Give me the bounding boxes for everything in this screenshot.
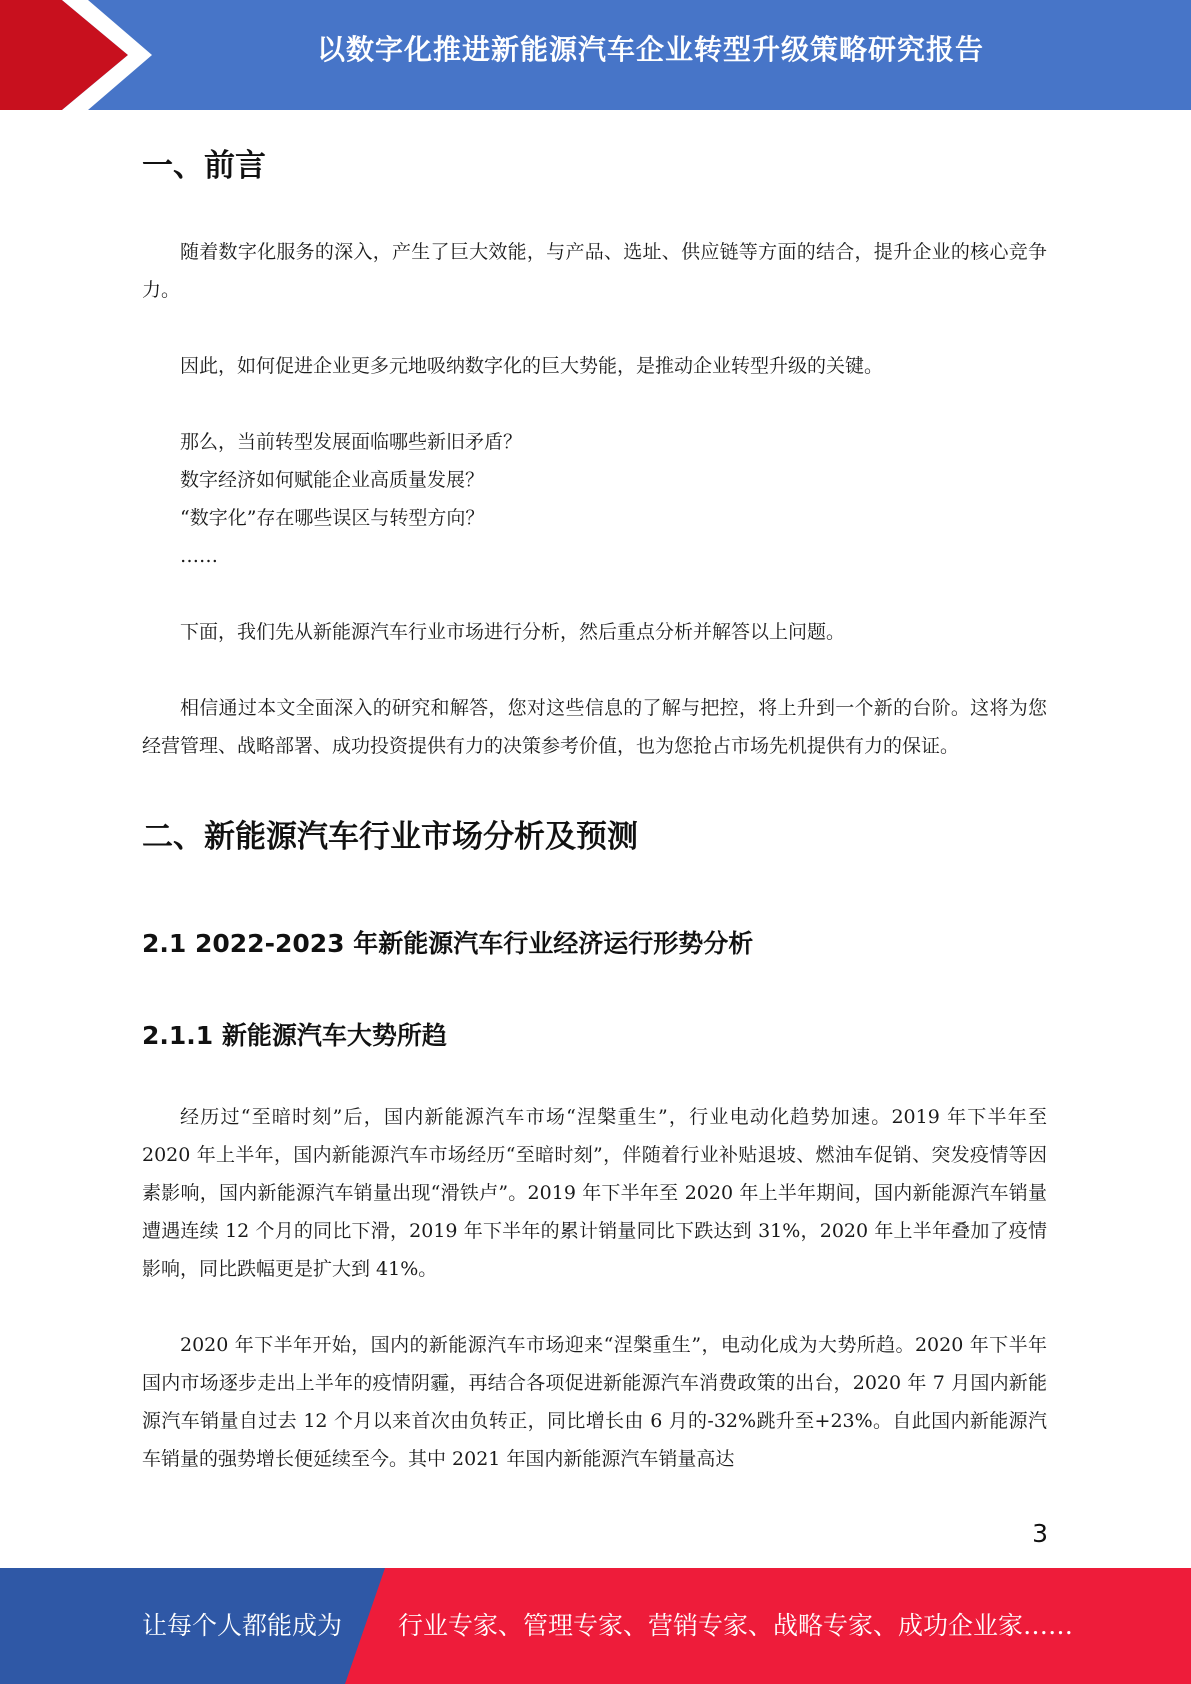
subsection-heading-2-1: 2.1 2022-2023 年新能源汽车行业经济运行形势分析	[142, 929, 754, 958]
preface-question-2: 数字经济如何赋能企业高质量发展？	[180, 469, 485, 491]
preface-paragraph-3: 下面，我们先从新能源汽车行业市场进行分析，然后重点分析并解答以上问题。	[180, 621, 846, 643]
subsection-heading-2-1-1: 2.1.1 新能源汽车大势所趋	[142, 1021, 447, 1050]
footer-slogan-right: 行业专家、管理专家、营销专家、战略专家、成功企业家……	[398, 1611, 1074, 1640]
page-header	[0, 0, 1191, 110]
preface-paragraph-4: 相信通过本文全面深入的研究和解答，您对这些信息的了解与把控，将上升到一个新的台阶。这将为您经营管理、战略部署、成功投资提供有力的决策参考价值，也为您抢占市场先机提供有力的保证。	[142, 697, 1047, 757]
section-heading-preface: 一、前言	[142, 148, 266, 184]
preface-paragraph-1: 随着数字化服务的深入，产生了巨大效能，与产品、选址、供应链等方面的结合，提升企业的核心竞争力。	[142, 241, 1047, 301]
market-paragraph-1: 经历过“至暗时刻”后，国内新能源汽车市场“涅槃重生”，行业电动化趋势加速。2019 年下半年至 2020 年上半年，国内新能源汽车市场经历“至暗时刻”，伴随着行业补贴退坡、燃油车促销、突发疫情等因素影响，国内新能源汽车销量出现“滑铁卢”。2019 年下半年至 2020 年上半年期间，国内新能源汽车销量遭遇连续 12 个月的同比下滑，2019 年下半年的累计销量同比下跌达到 31%，2020 年上半年叠加了疫情影响，同比跌幅更是扩大到 41%。	[142, 1106, 1047, 1280]
footer-slogan-left: 让每个人都能成为	[142, 1611, 343, 1640]
document-body	[142, 130, 1047, 1478]
section-heading-market: 二、新能源汽车行业市场分析及预测	[142, 819, 638, 855]
preface-question-list	[142, 423, 1047, 575]
header-title: 以数字化推进新能源汽车企业转型升级策略研究报告	[316, 33, 984, 66]
page-number: 3	[1032, 1519, 1048, 1548]
preface-ellipsis: ……	[180, 545, 218, 567]
preface-paragraph-2: 因此，如何促进企业更多元地吸纳数字化的巨大势能，是推动企业转型升级的关键。	[180, 355, 884, 377]
page-footer	[0, 1568, 1191, 1684]
preface-question-3: “数字化”存在哪些误区与转型方向？	[180, 507, 485, 529]
market-paragraph-2: 2020 年下半年开始，国内的新能源汽车市场迎来“涅槃重生”，电动化成为大势所趋。2020 年下半年国内市场逐步走出上半年的疫情阴霾，再结合各项促进新能源汽车消费政策的出台，2020 年 7 月国内新能源汽车销量自过去 12 个月以来首次由负转正，同比增长由 6 月的-32%跳升至+23%。自此国内新能源汽车销量的强势增长便延续至今。其中 2021 年国内新能源汽车销量高达	[142, 1334, 1047, 1470]
preface-question-1: 那么，当前转型发展面临哪些新旧矛盾？	[180, 431, 523, 453]
